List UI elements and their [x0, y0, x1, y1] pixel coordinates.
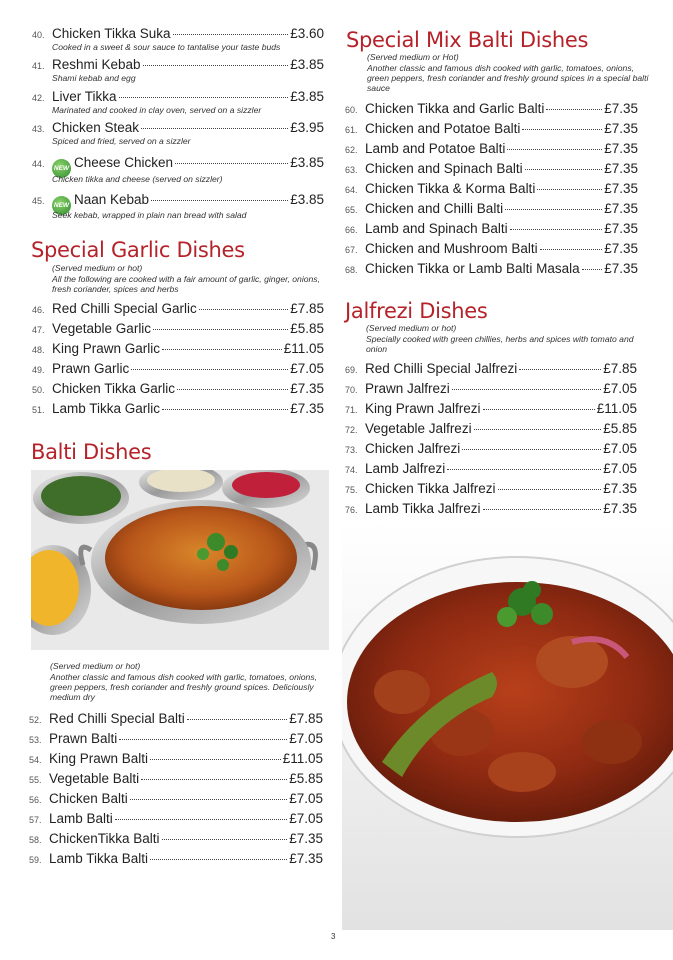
- menu-item-62: 62. Lamb and Potatoe Balti £7.35: [345, 141, 638, 156]
- jalfrezi-dish-photo: [342, 522, 673, 930]
- menu-item-72: 72. Vegetable Jalfrezi £5.85: [345, 421, 637, 436]
- menu-item-42: 42. Liver Tikka £3.85: [32, 89, 324, 104]
- menu-item-61: 61. Chicken and Potatoe Balti £7.35: [345, 121, 638, 136]
- menu-item-55: 55. Vegetable Balti £5.85: [29, 771, 323, 786]
- new-badge-icon: NEW: [52, 159, 71, 178]
- menu-item-57: 57. Lamb Balti £7.05: [29, 811, 323, 826]
- garlic-description: All the following are cooked with a fair amount of garlic, ginger, onions, fresh coriander, spices and herbs: [52, 274, 320, 294]
- menu-item-64: 64. Chicken Tikka & Korma Balti £7.35: [345, 181, 638, 196]
- menu-item-49: 49. Prawn Garlic £7.05: [32, 361, 324, 376]
- menu-item-56: 56. Chicken Balti £7.05: [29, 791, 323, 806]
- menu-item-53: 53. Prawn Balti £7.05: [29, 731, 323, 746]
- menu-item-43: 43. Chicken Steak £3.95: [32, 120, 324, 135]
- menu-item-54: 54. King Prawn Balti £11.05: [29, 751, 323, 766]
- menu-item-47: 47. Vegetable Garlic £5.85: [32, 321, 324, 336]
- mix-balti-subtitle: (Served medium or Hot): [367, 52, 459, 62]
- menu-item-41-desc: Shami kebab and egg: [52, 73, 136, 83]
- balti-description: Another classic and famous dish cooked with garlic, tomatoes, onions, green peppers, fresh coriander and freshly ground spices. Deliciously medium dry: [50, 672, 318, 702]
- jalfrezi-heading: Jalfrezi Dishes: [345, 299, 488, 323]
- menu-item-65: 65. Chicken and Chilli Balti £7.35: [345, 201, 638, 216]
- new-badge-icon: NEW: [52, 196, 71, 215]
- menu-item-40-desc: Cooked in a sweet & sour sauce to tantalise your taste buds: [52, 42, 281, 52]
- balti-photo-illustration: [31, 470, 329, 650]
- menu-item-45-desc: Seek kebab, wrapped in plain nan bread with salad: [52, 210, 247, 220]
- menu-item-43-desc: Spiced and fried, served on a sizzler: [52, 136, 191, 146]
- garlic-heading: Special Garlic Dishes: [31, 238, 245, 262]
- balti-dish-photo: [31, 470, 329, 650]
- menu-item-41: 41. Reshmi Kebab £3.85: [32, 57, 324, 72]
- jalfrezi-photo-illustration: [342, 522, 673, 930]
- menu-item-52: 52. Red Chilli Special Balti £7.85: [29, 711, 323, 726]
- jalfrezi-description: Specially cooked with green chillies, herbs and spices with tomato and onion: [366, 334, 634, 354]
- balti-subtitle: (Served medium or hot): [50, 661, 141, 671]
- menu-item-44-desc: Chicken tikka and cheese (served on sizzler): [52, 174, 223, 184]
- menu-item-74: 74. Lamb Jalfrezi £7.05: [345, 461, 637, 476]
- menu-item-75: 75. Chicken Tikka Jalfrezi £7.35: [345, 481, 637, 496]
- menu-item-69: 69. Red Chilli Special Jalfrezi £7.85: [345, 361, 637, 376]
- menu-item-50: 50. Chicken Tikka Garlic £7.35: [32, 381, 324, 396]
- menu-item-40: 40. Chicken Tikka Suka £3.60: [32, 26, 324, 41]
- menu-item-67: 67. Chicken and Mushroom Balti £7.35: [345, 241, 638, 256]
- menu-item-71: 71. King Prawn Jalfrezi £11.05: [345, 401, 637, 416]
- mix-balti-description: Another classic and famous dish cooked with garlic, tomatoes, onions, green peppers, fresh coriander and freshly ground spices in a special balti sauce: [367, 63, 649, 93]
- menu-item-51: 51. Lamb Tikka Garlic £7.35: [32, 401, 324, 416]
- garlic-subtitle: (Served medium or hot): [52, 263, 143, 273]
- menu-item-70: 70. Prawn Jalfrezi £7.05: [345, 381, 637, 396]
- menu-item-46: 46. Red Chilli Special Garlic £7.85: [32, 301, 324, 316]
- menu-item-48: 48. King Prawn Garlic £11.05: [32, 341, 324, 356]
- page-number: 3: [331, 932, 336, 941]
- jalfrezi-subtitle: (Served medium or hot): [366, 323, 457, 333]
- menu-item-60: 60. Chicken Tikka and Garlic Balti £7.35: [345, 101, 638, 116]
- menu-item-68: 68. Chicken Tikka or Lamb Balti Masala £7.35: [345, 261, 638, 276]
- mix-balti-heading: Special Mix Balti Dishes: [346, 28, 589, 52]
- menu-item-76: 76. Lamb Tikka Jalfrezi £7.35: [345, 501, 637, 516]
- menu-item-73: 73. Chicken Jalfrezi £7.05: [345, 441, 637, 456]
- menu-item-59: 59. Lamb Tikka Balti £7.35: [29, 851, 323, 866]
- menu-item-58: 58. ChickenTikka Balti £7.35: [29, 831, 323, 846]
- balti-heading: Balti Dishes: [31, 440, 152, 464]
- menu-item-42-desc: Marinated and cooked in clay oven, served on a sizzler: [52, 105, 262, 115]
- menu-item-45: 45. NEW Naan Kebab £3.85: [32, 192, 324, 212]
- menu-item-63: 63. Chicken and Spinach Balti £7.35: [345, 161, 638, 176]
- menu-item-44: 44. NEW Cheese Chicken £3.85: [32, 155, 324, 175]
- menu-item-66: 66. Lamb and Spinach Balti £7.35: [345, 221, 638, 236]
